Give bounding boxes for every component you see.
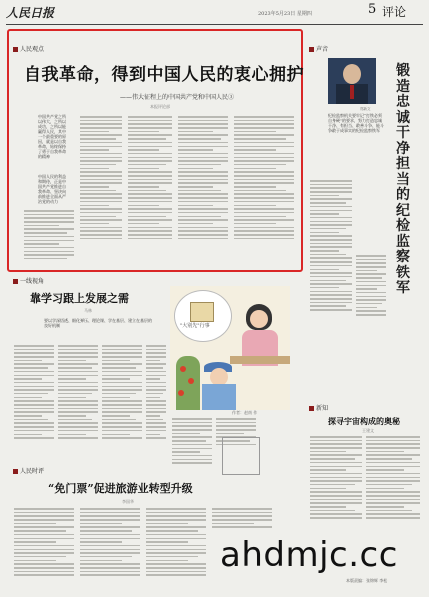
body-text-column xyxy=(14,345,54,441)
body-text-column xyxy=(128,116,172,241)
pull-quote: 中国共产党之所以伟大，之所以成功，之所以能赢得人民，其中一个最重要的原因，就是以自我革命，始终保持了勇于自我革命的精神 xyxy=(38,114,66,159)
header-date: 2023年5月23日 星期四 xyxy=(258,11,312,17)
tourism-title: “免门票”促进旅游业转型升级 xyxy=(48,482,193,495)
commentary-title: 自我革命，得到中国人民的衷心拥护 xyxy=(24,65,304,85)
body-text-column xyxy=(80,116,122,241)
commentary-byline: 本报评论部 xyxy=(150,104,170,109)
column-label-shengyin xyxy=(309,44,328,53)
column-label-text: 新知 xyxy=(316,405,329,412)
kitchen-counter xyxy=(230,356,290,364)
portrait-tie xyxy=(350,85,354,99)
footer-editor: 本版责编：张锦辉 李松 xyxy=(346,578,388,583)
section-name: 评论 xyxy=(382,5,407,19)
vertical-headline: 锻造忠诚干净担当的纪检监察铁军 xyxy=(396,63,410,296)
body-text-column xyxy=(178,116,228,241)
masthead: 人民日报 xyxy=(6,6,55,20)
commentary-subtitle: ——伟大征程上的中国共产党和中国人民③ xyxy=(120,94,235,101)
column-label-text: 人民观点 xyxy=(20,46,45,53)
tomato xyxy=(180,366,186,372)
tourism-byline: 李国华 xyxy=(122,499,134,504)
tomato xyxy=(178,390,184,396)
body-text-column xyxy=(310,180,352,313)
body-text-column xyxy=(172,418,212,466)
column-label-text: 声音 xyxy=(316,46,329,53)
body-text-column xyxy=(234,116,294,241)
page-header xyxy=(0,0,429,24)
right-intro: 纪检监察机关要牢记“打铁必须自身硬”的要求，努力打造忠诚干净、有担当、敢善斗争、能斗争敢于成事实的纪检监察铁军 xyxy=(328,113,384,133)
body-text-column xyxy=(366,436,420,521)
body-text-column xyxy=(310,436,362,521)
science-byline: 王建文 xyxy=(362,428,374,433)
science-title: 探寻宇宙构成的奥秘 xyxy=(328,416,400,426)
man-body xyxy=(202,384,236,410)
woman-face xyxy=(250,310,268,328)
body-text-column xyxy=(24,210,74,262)
portrait-face xyxy=(343,64,361,84)
box-drawing xyxy=(190,302,214,322)
text-detail-box xyxy=(222,437,260,475)
learning-title: 靠学习跟上发展之需 xyxy=(30,292,129,305)
column-label-xinzhi xyxy=(309,403,328,412)
watermark: ahdmjc.cc xyxy=(220,535,398,575)
body-text-column xyxy=(80,508,140,578)
column-label-text: 人民时评 xyxy=(20,468,45,475)
learning-byline: 马林 xyxy=(84,308,92,313)
column-label-text: 一线视角 xyxy=(20,278,45,285)
column-label-shiping xyxy=(13,466,44,475)
body-text-column xyxy=(146,345,166,441)
pull-quote: 中国人民的利益和期待，正是中国共产党推进自我革命、坚决向前推进全面从严治党的动力 xyxy=(38,174,66,204)
body-text-column xyxy=(356,255,386,318)
body-text-column xyxy=(58,345,98,441)
illustration-credit: 作者：赵南 作 xyxy=(232,410,258,415)
header-rule xyxy=(6,24,423,25)
page-number: 5 xyxy=(368,2,377,17)
column-label-renmin-guandian xyxy=(13,44,44,53)
body-text-column xyxy=(212,508,272,530)
illustration-label: "大别先"行事 xyxy=(180,323,210,329)
body-text-column xyxy=(102,345,142,441)
learning-pull-quote: 要以学深悟透、细化弹压、理论课、学在基层、建立在基层的良好机制 xyxy=(44,318,152,328)
portrait-caption: 郑新文 xyxy=(360,107,371,111)
body-text-column xyxy=(14,508,74,578)
author-portrait xyxy=(328,58,376,104)
cartoon-illustration xyxy=(170,286,290,410)
body-text-column xyxy=(146,508,206,578)
tomato xyxy=(188,378,194,384)
column-label-yixian xyxy=(13,276,44,285)
